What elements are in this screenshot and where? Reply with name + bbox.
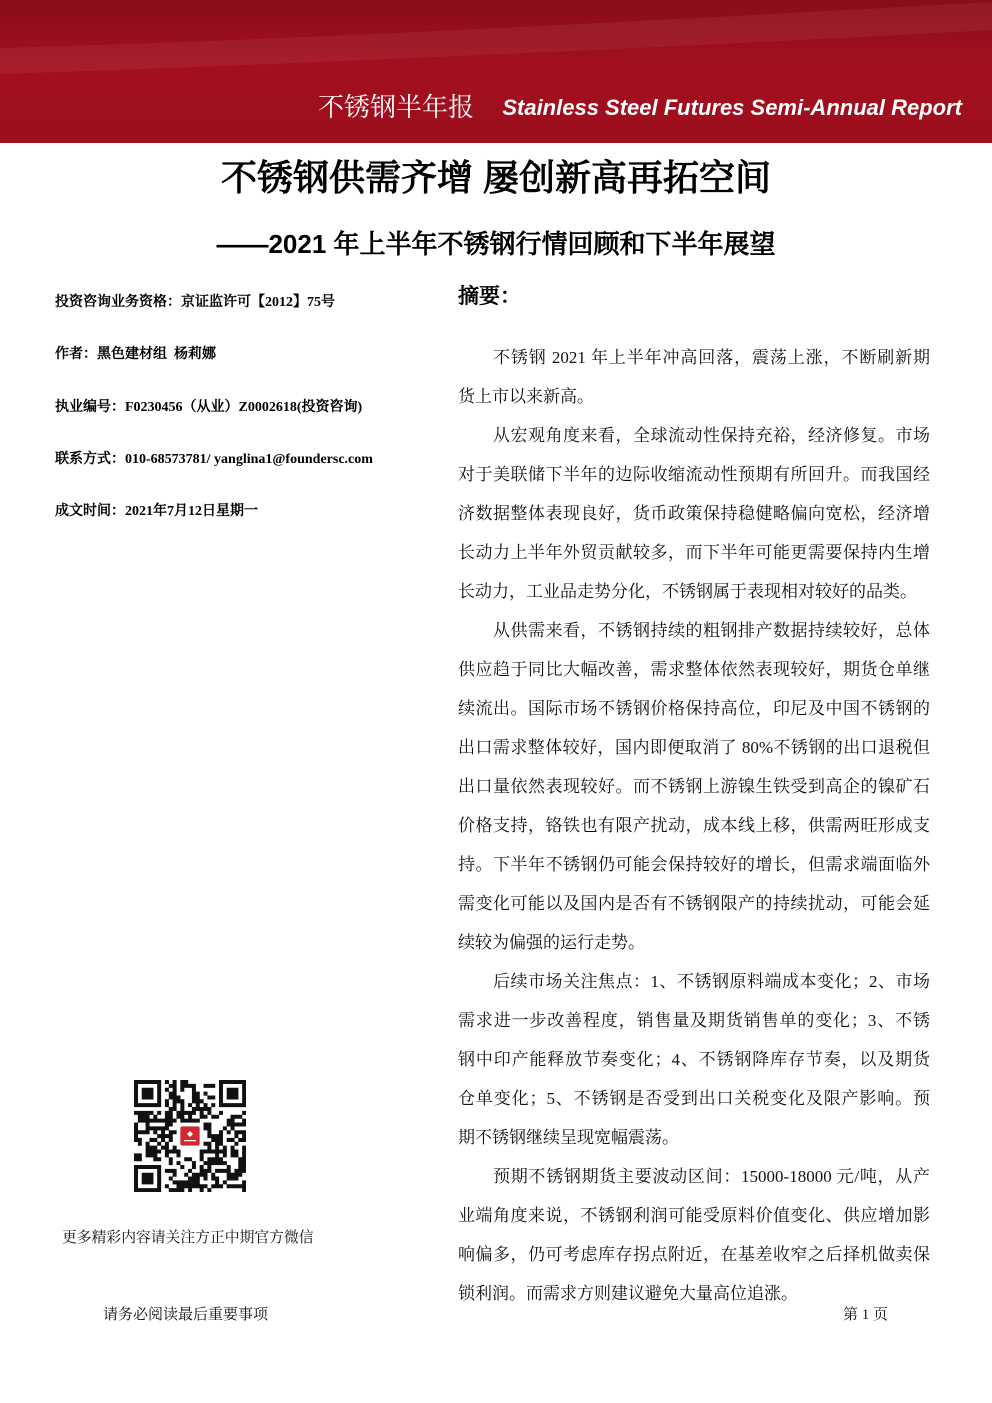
- summary-line: 长动力上半年外贸贡献较多，而下半年可能更需要保持内生增: [458, 542, 930, 562]
- qualification-line: [55, 277, 445, 329]
- info-value: 2021年7月12日星期一: [125, 504, 258, 520]
- summary-line: 需变化可能以及国内是否有不锈钢限产的持续扰动，可能会延: [458, 893, 930, 913]
- summary-line: 长动力，工业品走势分化，不锈钢属于表现相对较好的品类。: [458, 581, 917, 601]
- header-banner: [0, 0, 992, 143]
- summary-paragraph: [458, 1157, 930, 1313]
- info-label: 成文时间：: [55, 504, 125, 520]
- banner-title-en: Stainless Steel Futures Semi-Annual Report: [502, 95, 962, 120]
- info-label: 联系方式：: [55, 451, 125, 467]
- banner-title-cn: 不锈钢半年报: [318, 93, 475, 123]
- summary-line: 需求进一步改善程度，销售量及期货销售单的变化；3、不锈: [458, 1010, 930, 1030]
- summary-line: 预期不锈钢期货主要波动区间：15000-18000 元/吨，从产: [493, 1166, 930, 1186]
- license-number-line: [55, 382, 445, 434]
- report-subtitle: ——2021 年上半年不锈钢行情回顾和下半年展望: [216, 229, 776, 259]
- summary-line: 不锈钢 2021 年上半年冲高回落，震荡上涨，不断刷新期: [493, 347, 930, 367]
- contact-line: [55, 434, 445, 486]
- page-number: 第 1 页: [843, 1307, 889, 1323]
- summary-line: 供应趋于同比大幅改善，需求整体依然表现较好，期货仓单继: [458, 659, 930, 679]
- summary-line: 后续市场关注焦点：1、不锈钢原料端成本变化；2、市场: [493, 971, 930, 991]
- info-label: 执业编号：: [55, 399, 125, 415]
- summary-body: [458, 338, 930, 1313]
- summary-line: 锁利润。而需求方则建议避免大量高位追涨。: [458, 1283, 798, 1303]
- info-label: 投资咨询业务资格：: [55, 295, 181, 310]
- qr-caption: 更多精彩内容请关注方正中期官方微信: [62, 1230, 314, 1246]
- summary-paragraph: [458, 611, 930, 962]
- date-line: [55, 486, 445, 538]
- author-line: [55, 329, 445, 381]
- summary-line: 响偏多，仍可考虑库存拐点附近，在基差收窄之后择机做卖保: [458, 1244, 930, 1264]
- summary-line: 钢中印产能释放节奏变化；4、不锈钢降库存节奏，以及期货: [458, 1049, 930, 1069]
- summary-heading: 摘要：: [458, 285, 521, 308]
- info-value: F0230456（从业）Z0002618(投资咨询): [125, 399, 363, 415]
- report-title: 不锈钢供需齐增 屡创新高再拓空间: [220, 157, 771, 198]
- info-label: 作者：: [55, 347, 97, 363]
- info-value: 010-68573781/ yanglina1@foundersc.com: [125, 451, 373, 467]
- report-info: [55, 277, 445, 538]
- info-value: 京证监许可【2012】75号: [181, 295, 335, 310]
- summary-line: 续流出。国际市场不锈钢价格保持高位，印尼及中国不锈钢的: [458, 698, 930, 718]
- summary-line: 对于美联储下半年的边际收缩流动性预期有所回升。而我国经: [458, 464, 930, 484]
- summary-line: 从宏观角度来看，全球流动性保持充裕，经济修复。市场: [493, 425, 930, 445]
- summary-line: 从供需来看，不锈钢持续的粗钢排产数据持续较好，总体: [493, 620, 930, 640]
- qr-graphic: [134, 1080, 246, 1192]
- summary-line: 续较为偏强的运行走势。: [458, 932, 645, 952]
- summary-line: 济数据整体表现良好，货币政策保持稳健略偏向宽松，经济增: [458, 503, 930, 523]
- summary-line: 仓单变化；5、不锈钢是否受到出口关税变化及限产影响。预: [458, 1088, 930, 1108]
- summary-paragraph: [458, 416, 930, 611]
- summary-paragraph: [458, 962, 930, 1157]
- summary-line: 业端角度来说，不锈钢利润可能受原料价值变化、供应增加影: [458, 1205, 930, 1225]
- summary-line: 持。下半年不锈钢仍可能会保持较好的增长，但需求端面临外: [458, 854, 930, 874]
- summary-line: 价格支持，铬铁也有限产扰动，成本线上移，供需两旺形成支: [458, 815, 930, 835]
- summary-line: 期不锈钢继续呈现宽幅震荡。: [458, 1127, 679, 1147]
- summary-paragraph: [458, 338, 930, 416]
- summary-line: 出口需求整体较好，国内即便取消了 80%不锈钢的出口退税但: [458, 737, 930, 757]
- qr-code: [134, 1080, 246, 1192]
- summary-line: 货上市以来新高。: [458, 386, 594, 406]
- summary-line: 出口量依然表现较好。而不锈钢上游镍生铁受到高企的镍矿石: [458, 776, 930, 796]
- footer-notice: 请务必阅读最后重要事项: [103, 1307, 269, 1323]
- info-value: 黑色建材组 杨莉娜: [97, 347, 216, 363]
